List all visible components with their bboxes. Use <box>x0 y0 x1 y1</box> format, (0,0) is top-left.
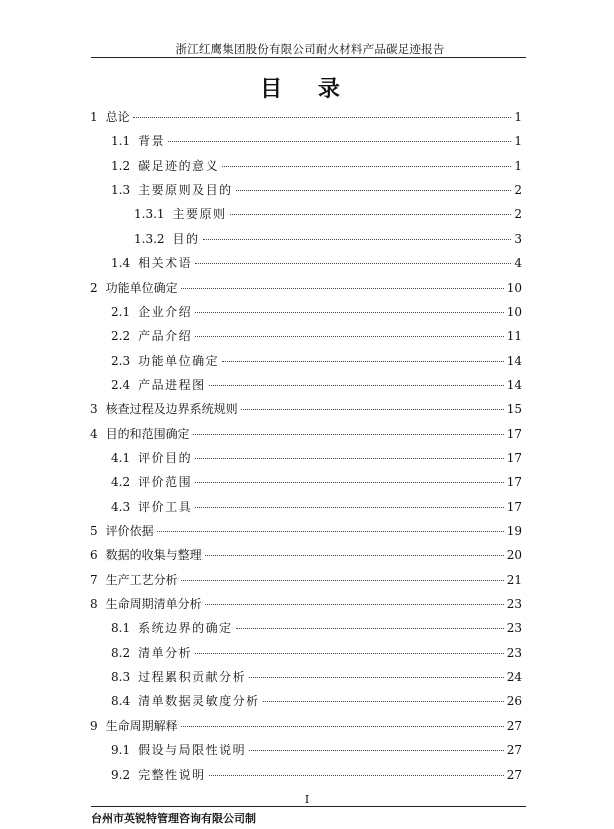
toc-entry-number: 8.3 <box>111 670 131 685</box>
toc-entry-title: 假设与局限性说明 <box>138 743 247 758</box>
toc-entry-label <box>134 231 200 247</box>
toc-entry-number: 1 <box>90 110 98 124</box>
toc-entry[interactable] <box>111 304 522 320</box>
toc-entry-label <box>90 109 130 125</box>
toc-dot-leader <box>181 580 504 581</box>
toc-entry-page: 17 <box>506 450 522 465</box>
toc-entry-page: 27 <box>506 767 522 782</box>
toc-entry-title: 目的 <box>172 231 200 246</box>
toc-dot-leader <box>209 775 504 776</box>
page-number: I <box>304 793 310 806</box>
toc-entry-label <box>111 353 219 369</box>
toc-entry-title: 生产工艺分析 <box>105 572 178 587</box>
toc-entry-number: 2.3 <box>111 353 131 368</box>
toc-dot-leader <box>209 385 504 386</box>
toc-entry-label <box>111 377 206 393</box>
toc-entry-number: 1.3.2 <box>134 231 165 246</box>
toc-entry[interactable] <box>111 353 522 369</box>
toc-dot-leader <box>230 214 512 215</box>
toc-dot-leader <box>203 239 512 240</box>
toc-entry-number: 9 <box>90 718 98 733</box>
toc-entry[interactable] <box>90 718 522 734</box>
toc-entry-label <box>111 474 192 490</box>
toc-entry-label <box>90 426 190 442</box>
toc-dot-leader <box>133 117 512 118</box>
toc-dot-leader <box>236 190 512 191</box>
toc-entry-page: 2 <box>514 207 522 222</box>
toc-dot-leader <box>249 750 504 751</box>
toc-entry-page: 15 <box>506 402 522 417</box>
toc-entry-number: 9.1 <box>111 743 131 758</box>
toc-entry[interactable] <box>90 426 522 442</box>
toc-entry-title: 总论 <box>105 110 130 124</box>
toc-entry-page: 10 <box>506 304 522 319</box>
toc-entry-number: 1.4 <box>111 256 131 271</box>
toc-entry[interactable] <box>111 133 522 149</box>
toc-entry-page: 27 <box>506 743 522 758</box>
toc-entry-title: 主要原则及目的 <box>138 183 233 198</box>
toc-dot-leader <box>222 166 511 167</box>
toc-entry-number: 1.1 <box>111 134 131 149</box>
toc-entry-label <box>90 572 178 588</box>
toc-entry-title: 产品进程图 <box>138 377 206 392</box>
toc-entry-number: 4.1 <box>111 450 131 465</box>
toc-entry[interactable] <box>111 693 522 709</box>
toc-dot-leader <box>205 555 504 556</box>
toc-entry-title: 碳足迹的意义 <box>138 158 220 173</box>
toc-entry-label <box>111 767 206 783</box>
toc-dot-leader <box>195 507 504 508</box>
toc-entry[interactable] <box>111 255 522 271</box>
toc-entry-number: 2.2 <box>111 329 131 344</box>
toc-entry-page: 2 <box>514 183 522 198</box>
toc-entry-number: 5 <box>90 524 98 538</box>
toc-entry-number: 4 <box>90 426 98 441</box>
toc-entry[interactable] <box>90 401 522 417</box>
toc-entry-title: 清单分析 <box>138 645 193 660</box>
toc-entry-title: 评价目的 <box>138 450 193 465</box>
toc-entry-page: 1 <box>514 158 522 173</box>
toc-entry[interactable] <box>111 377 522 393</box>
toc-entry-label <box>111 669 246 685</box>
toc-dot-leader <box>263 701 504 702</box>
toc-entry[interactable] <box>90 572 522 588</box>
toc-dot-leader <box>193 434 504 435</box>
toc-entry-number: 9.2 <box>111 767 131 782</box>
toc-entry-label <box>111 742 246 758</box>
toc-entry-title: 评价范围 <box>138 475 193 490</box>
toc-entry-number: 4.2 <box>111 475 131 490</box>
toc-entry[interactable] <box>111 645 522 661</box>
toc-entry[interactable] <box>111 158 522 174</box>
toc-entry-number: 7 <box>90 572 98 587</box>
toc-entry-page: 19 <box>506 524 522 538</box>
toc-entry-page: 23 <box>506 645 522 660</box>
toc-entry-number: 8.2 <box>111 645 131 660</box>
toc-entry-title: 清单数据灵敏度分析 <box>138 694 260 709</box>
toc-dot-leader <box>222 361 504 362</box>
toc-dot-leader <box>236 628 504 629</box>
toc-entry-label <box>90 280 178 296</box>
toc-entry-number: 4.3 <box>111 499 131 514</box>
toc-entry-page: 26 <box>506 694 522 709</box>
toc-entry-label <box>111 182 233 198</box>
toc-entry-label <box>90 718 178 734</box>
toc-dot-leader <box>195 458 504 459</box>
toc-entry[interactable] <box>90 523 522 539</box>
toc-entry-title: 目的和范围确定 <box>105 426 190 441</box>
toc-entry-page: 17 <box>506 426 522 441</box>
toc-entry[interactable] <box>90 280 522 296</box>
toc-entry[interactable] <box>111 669 522 685</box>
toc-entry[interactable] <box>111 450 522 466</box>
toc-entry-title: 数据的收集与整理 <box>105 548 202 563</box>
toc-entry-label <box>134 206 227 222</box>
toc-entry-title: 核查过程及边界系统规则 <box>105 402 238 417</box>
toc-entry[interactable] <box>90 109 522 125</box>
toc-entry-page: 17 <box>506 499 522 514</box>
toc-entry-title: 功能单位确定 <box>138 353 220 368</box>
toc-dot-leader <box>249 677 504 678</box>
page-title: 目 录 <box>260 76 354 102</box>
toc-entry[interactable] <box>111 620 522 636</box>
footer-rule <box>91 806 526 807</box>
toc-entry-label <box>111 450 192 466</box>
toc-entry-label <box>90 523 154 539</box>
toc-entry-number: 2.1 <box>111 304 131 319</box>
toc-entry-title: 系统边界的确定 <box>138 621 233 636</box>
toc-dot-leader <box>195 482 504 483</box>
toc-entry-title: 完整性说明 <box>138 767 206 782</box>
toc-entry-title: 过程累积贡献分析 <box>138 670 247 685</box>
toc-dot-leader <box>195 263 511 264</box>
toc-entry-number: 1.3 <box>111 183 131 198</box>
toc-entry[interactable] <box>134 231 522 247</box>
toc-entry-number: 8.1 <box>111 621 131 636</box>
toc-entry-page: 23 <box>506 597 522 611</box>
page-header: 浙江红鹰集团股份有限公司耐火材料产品碳足迹报告 <box>175 42 445 56</box>
toc-entry-number: 1.3.1 <box>134 207 165 222</box>
toc-entry-page: 4 <box>514 256 522 271</box>
header-rule <box>91 57 526 58</box>
toc-dot-leader <box>241 409 504 410</box>
toc-entry[interactable] <box>90 596 522 612</box>
toc-entry[interactable] <box>111 742 522 758</box>
toc-entry-label <box>111 693 260 709</box>
toc-entry-number: 1.2 <box>111 158 131 173</box>
page-footer: 台州市英锐特管理咨询有限公司制 <box>91 812 256 825</box>
toc-entry-title: 企业介绍 <box>138 304 193 319</box>
toc-entry[interactable] <box>90 547 522 563</box>
toc-entry-title: 产品介绍 <box>138 329 193 344</box>
toc-entry-label <box>111 620 233 636</box>
toc-entry-label <box>111 255 192 271</box>
toc-entry-page: 27 <box>506 718 522 733</box>
toc-entry-number: 8 <box>90 597 98 611</box>
toc-entry-number: 3 <box>90 402 98 417</box>
toc-entry-title: 背景 <box>138 134 166 149</box>
toc-entry-page: 14 <box>506 353 522 368</box>
toc-entry-page: 17 <box>506 475 522 490</box>
toc-dot-leader <box>168 141 511 142</box>
toc-entry-page: 23 <box>506 621 522 636</box>
toc-entry-page: 1 <box>514 134 522 149</box>
toc-entry[interactable] <box>134 206 522 222</box>
toc-entry-title: 生命周期解释 <box>105 718 178 733</box>
toc-entry-title: 主要原则 <box>172 207 227 222</box>
toc-entry-title: 评价工具 <box>138 499 193 514</box>
toc-entry[interactable] <box>111 328 522 344</box>
toc-entry-number: 2.4 <box>111 377 131 392</box>
toc-entry[interactable] <box>111 474 522 490</box>
toc-entry-title: 功能单位确定 <box>105 280 178 295</box>
toc-entry-label <box>90 596 202 612</box>
toc-entry-page: 3 <box>514 231 522 246</box>
toc-entry-page: 20 <box>506 548 522 563</box>
toc-entry-title: 相关术语 <box>138 256 193 271</box>
toc-entry-label <box>111 328 192 344</box>
toc-dot-leader <box>195 653 504 654</box>
toc-entry-label <box>111 304 192 320</box>
toc-dot-leader <box>195 336 504 337</box>
toc-entry-page: 21 <box>506 572 522 587</box>
toc-entry-label <box>111 499 192 515</box>
toc-entry-label <box>111 158 219 174</box>
toc-entry[interactable] <box>111 499 522 515</box>
toc-entry-number: 2 <box>90 280 98 295</box>
toc-entry-title: 生命周期清单分析 <box>105 597 202 611</box>
toc-entry-page: 1 <box>514 110 522 124</box>
toc-entry-number: 8.4 <box>111 694 131 709</box>
toc-entry-page: 24 <box>506 670 522 685</box>
toc-dot-leader <box>181 288 504 289</box>
toc-entry-label <box>90 547 202 563</box>
toc-entry-label <box>111 645 192 661</box>
toc-dot-leader <box>195 312 504 313</box>
toc-entry[interactable] <box>111 182 522 198</box>
toc-dot-leader <box>157 531 504 532</box>
toc-entry-label <box>111 133 165 149</box>
toc-entry-title: 评价依据 <box>105 524 154 538</box>
toc-entry-label <box>90 401 238 417</box>
toc-entry[interactable] <box>111 767 522 783</box>
toc-dot-leader <box>205 604 504 605</box>
toc-entry-page: 14 <box>506 377 522 392</box>
toc-entry-page: 11 <box>506 329 522 344</box>
toc-dot-leader <box>181 726 504 727</box>
toc-entry-page: 10 <box>506 280 522 295</box>
toc-entry-number: 6 <box>90 548 98 563</box>
